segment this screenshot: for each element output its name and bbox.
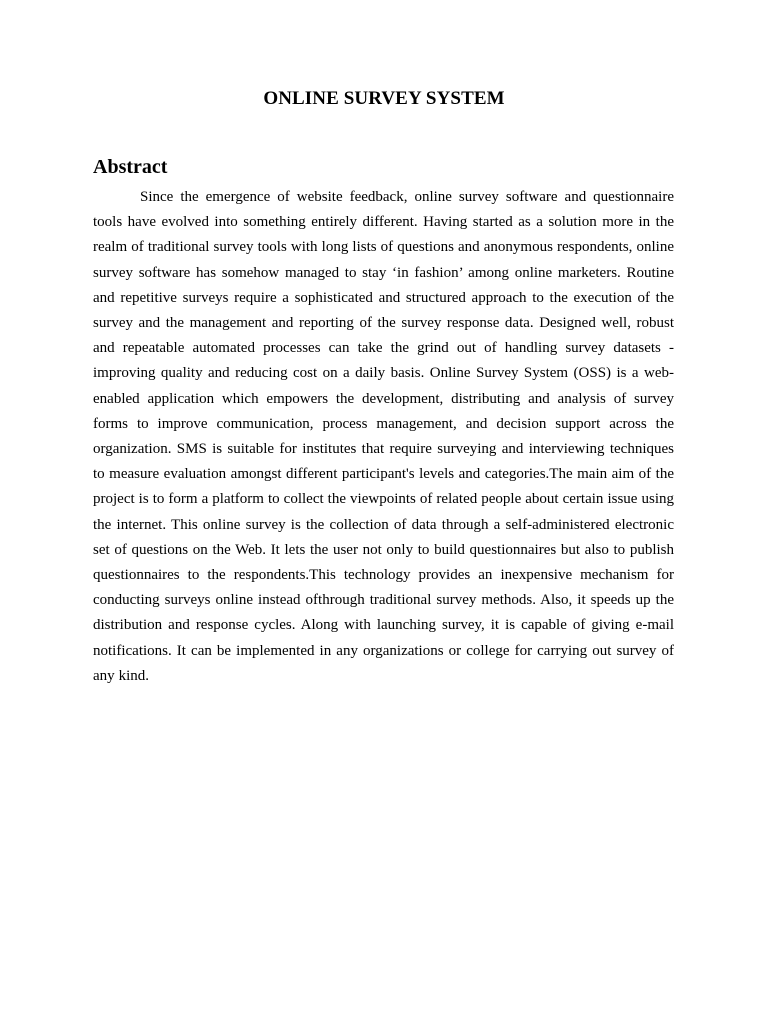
abstract-paragraph: Since the emergence of website feedback, online survey software and questionnaire tools have evolved into something entirely different. Having started as a solution more in the realm of traditional survey tools with long lists of questions and anonymous respondents, online survey software has somehow managed to stay ‘in fashion’ among online marketers. Routine and repetitive surveys require a sophisticated and structured approach to the execution of the survey and the management and reporting of the survey response data. Designed well, robust and repeatable automated processes can take the grind out of handling survey datasets - improving quality and reducing cost on a daily basis. Online Survey System (OSS) is a web-enabled application which empowers the development, distributing and analysis of survey forms to improve communication, process management, and decision support across the organization. SMS is suitable for institutes that require surveying and interviewing techniques to measure evaluation amongst different participant's levels and categories.The main aim of the project is to form a platform to collect the viewpoints of related people about certain issue using the internet. This online survey is the collection of data through a self-administered electronic set of questions on the Web. It lets the user not only to build questionnaires but also to publish questionnaires to the respondents.This technology provides an inexpensive mechanism for conducting surveys online instead ofthrough traditional survey methods. Also, it speeds up the distribution and response cycles. Along with launching survey, it is capable of giving e-mail notifications. It can be implemented in any organizations or college for carrying out survey of any kind.	[93, 189, 674, 684]
abstract-heading: Abstract	[93, 156, 168, 178]
document-title: ONLINE SURVEY SYSTEM	[263, 88, 505, 109]
